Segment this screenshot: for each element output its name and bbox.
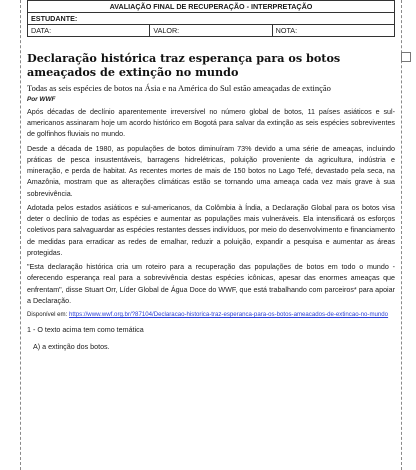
question-prompt: 1 - O texto acima tem como temática [27, 326, 144, 335]
article-paragraph-1: Após décadas de declínio aparentemente irreversível no número global de botos, 11 países asiáticos e sul-americanos assinaram hoje um acordo histórico em Bogotá para salvar da extinção as seis espécies sobreviventes de golfinhos fluviais no mundo. [27, 108, 395, 139]
article-subtitle: Todas as seis espécies de botos na Ásia e na América do Sul estão ameaçadas de extinção [27, 83, 331, 93]
source-link[interactable]: https://www.wwf.org.br/?87104/Declaracao-historica-traz-esperanca-para-os-botos-ameacados-de-extincao-no-mundo [69, 311, 389, 319]
article-paragraph-4: "Esta declaração histórica cria um roteiro para a recuperação das populações de botos em todo o mundo - oferecendo esperança real para a sobrevivência destas espécies icônicas, apesar das enormes ameaças que enfrentam", disse Stuart Orr, Líder Global de Água Doce do WWF, que está trabalhando com parceiros* para apoiar a Declaração. [27, 263, 395, 305]
student-field: ESTUDANTE: [28, 13, 395, 25]
article-paragraph-2: Desde a década de 1980, as populações de botos diminuíram 73% devido a uma série de ameaças, incluindo práticas de pesca insustentáveis, barragens hidrelétricas, poluição proveniente da agricultura, indústria e mineração, e perda de habitat. As recentes mortes de mais de 150 botos no Lago Tefé, devastado pela seca, na Amazônia, mostram que as alterações climáticas estão se tornando uma ameaça cada vez mais grave à sua sobrevivência. [27, 144, 395, 198]
article-title: Declaração histórica traz esperança para os botos ameaçados de extinção no mundo [27, 51, 341, 79]
article-paragraph-3: Adotada pelos estados asiáticos e sul-americanos, da Colômbia à Índia, a Declaração Global para os botos visa deter o declínio de todas as espécies e aumentar as populações mais vulneráveis. Ela intensificará os esforços coletivos para salvaguardar as espécies restantes desses indivíduos, por meio do desenvolvimento e financiamento de medidas para erradicar as redes de emalhar, reduzir a poluição, expandir a pesquisa e aumentar as áreas protegidas. [27, 204, 395, 257]
exam-title: AVALIAÇÃO FINAL DE RECUPERAÇÃO - INTERPRETAÇÃO [28, 1, 395, 13]
date-field: DATA: [28, 25, 150, 37]
margin-box-icon [401, 52, 411, 62]
source-citation [27, 310, 395, 319]
value-field: VALOR: [150, 25, 272, 37]
document-page [20, 0, 402, 470]
question-option-a[interactable]: A) a extinção dos botos. [33, 343, 110, 352]
article-byline: Por WWF [27, 96, 56, 103]
grade-field: NOTA: [272, 25, 394, 37]
source-label: Disponível em: [27, 311, 68, 319]
exam-header-table [27, 0, 395, 37]
